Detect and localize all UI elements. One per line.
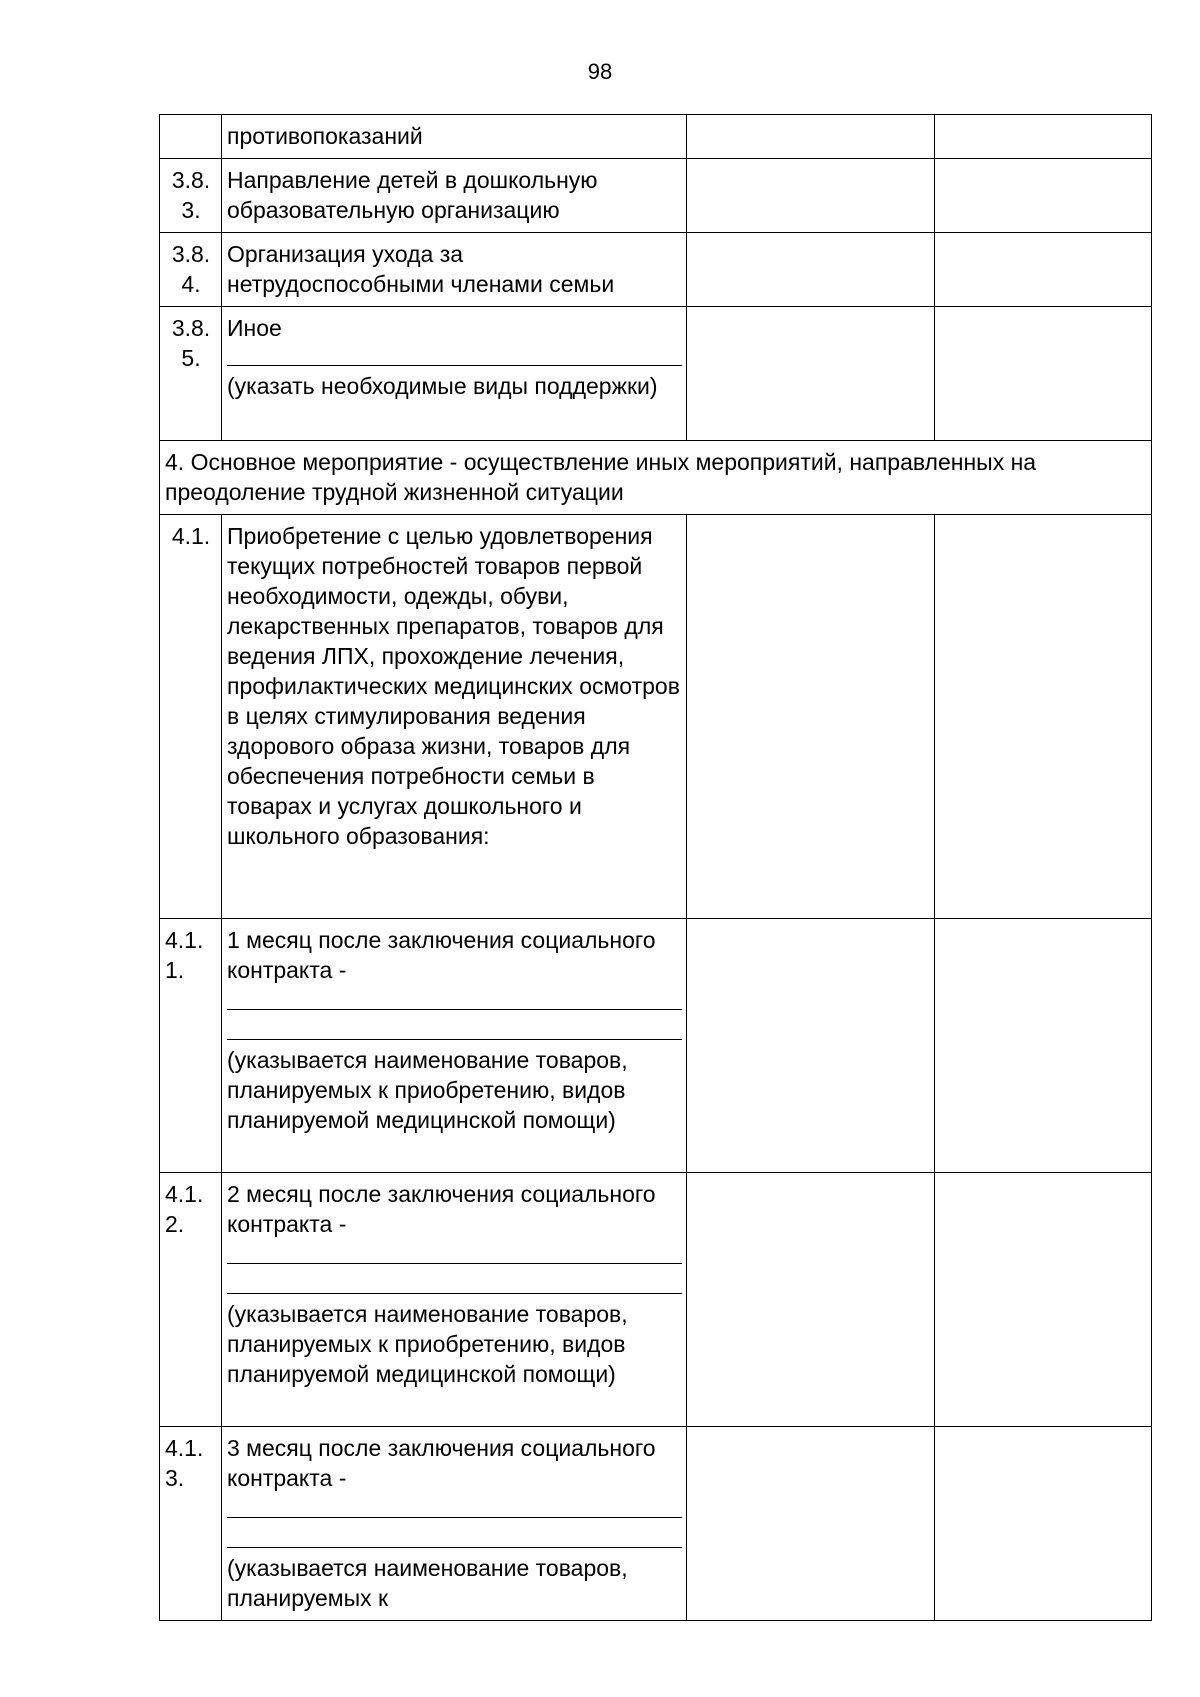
empty-cell <box>687 919 935 1173</box>
row-text: 3 месяц после заключения социального контракта - <box>227 1435 656 1491</box>
table-row <box>160 1173 1152 1427</box>
empty-cell <box>687 1427 935 1621</box>
empty-cell <box>687 233 935 307</box>
empty-cell <box>935 515 1152 919</box>
row-number-cell: 3.8. 4. <box>160 233 222 307</box>
row-number-cell: 4.1. 3. <box>160 1427 222 1621</box>
table-row <box>160 233 1152 307</box>
section-header-cell: 4. Основное мероприятие - осуществление иных мероприятий, направленных на преодоление трудной жизненной ситуации <box>160 441 1152 515</box>
row-number-cell: 4.1. 1. <box>160 919 222 1173</box>
empty-cell <box>935 1173 1152 1427</box>
fill-in-line[interactable] <box>227 1239 682 1264</box>
row-number-cell <box>160 115 222 159</box>
measures-table <box>159 114 1152 1621</box>
empty-cell <box>935 115 1152 159</box>
empty-cell <box>935 1427 1152 1621</box>
row-text-cell <box>222 1427 687 1621</box>
row-text-cell: противопоказаний <box>222 115 687 159</box>
row-text-cell: Приобретение с целью удовлетворения текущих потребностей товаров первой необходимости, одежды, обуви, лекарственных препаратов, товаров для ведения ЛПХ, прохождение лечения, профилактических медицинских осмотров в целях стимулирования ведения здорового образа жизни, товаров для обеспечения потребности семьи в товарах и услугах дошкольного и школьного образования: <box>222 515 687 919</box>
empty-cell <box>687 515 935 919</box>
row-number-cell: 4.1. <box>160 515 222 919</box>
empty-cell <box>687 307 935 441</box>
row-hint: (указывается наименование товаров, планируемых к приобретению, видов планируемой медицинской помощи) <box>227 1301 628 1387</box>
table-row <box>160 1427 1152 1621</box>
row-text-cell <box>222 307 687 441</box>
row-text: Иное <box>227 315 282 341</box>
table-row <box>160 159 1152 233</box>
empty-cell <box>935 919 1152 1173</box>
empty-cell <box>687 1173 935 1427</box>
fill-in-line[interactable] <box>227 1015 682 1040</box>
fill-in-line[interactable] <box>227 343 682 366</box>
table-row <box>160 515 1152 919</box>
table-row <box>160 115 1152 159</box>
page-number: 98 <box>587 59 613 84</box>
empty-cell <box>687 115 935 159</box>
empty-cell <box>935 307 1152 441</box>
table-row <box>160 919 1152 1173</box>
table-row <box>160 307 1152 441</box>
empty-cell <box>935 233 1152 307</box>
row-text-cell: Организация ухода за нетрудоспособными членами семьи <box>222 233 687 307</box>
row-text: 2 месяц после заключения социального контракта - <box>227 1181 656 1237</box>
section-header-row <box>160 441 1152 515</box>
row-hint: (указывается наименование товаров, планируемых к <box>227 1555 628 1611</box>
fill-in-line[interactable] <box>227 985 682 1010</box>
row-hint: (указывается наименование товаров, планируемых к приобретению, видов планируемой медицинской помощи) <box>227 1047 628 1133</box>
row-text-cell <box>222 919 687 1173</box>
row-text: 1 месяц после заключения социального контракта - <box>227 927 656 983</box>
empty-cell <box>687 159 935 233</box>
fill-in-line[interactable] <box>227 1523 682 1548</box>
row-text-cell <box>222 1173 687 1427</box>
row-number-cell: 4.1. 2. <box>160 1173 222 1427</box>
row-number-cell: 3.8. 3. <box>160 159 222 233</box>
row-text-cell: Направление детей в дошкольную образовательную организацию <box>222 159 687 233</box>
empty-cell <box>935 159 1152 233</box>
fill-in-line[interactable] <box>227 1493 682 1518</box>
row-hint: (указать необходимые виды поддержки) <box>227 373 658 399</box>
fill-in-line[interactable] <box>227 1269 682 1294</box>
row-number-cell: 3.8. 5. <box>160 307 222 441</box>
